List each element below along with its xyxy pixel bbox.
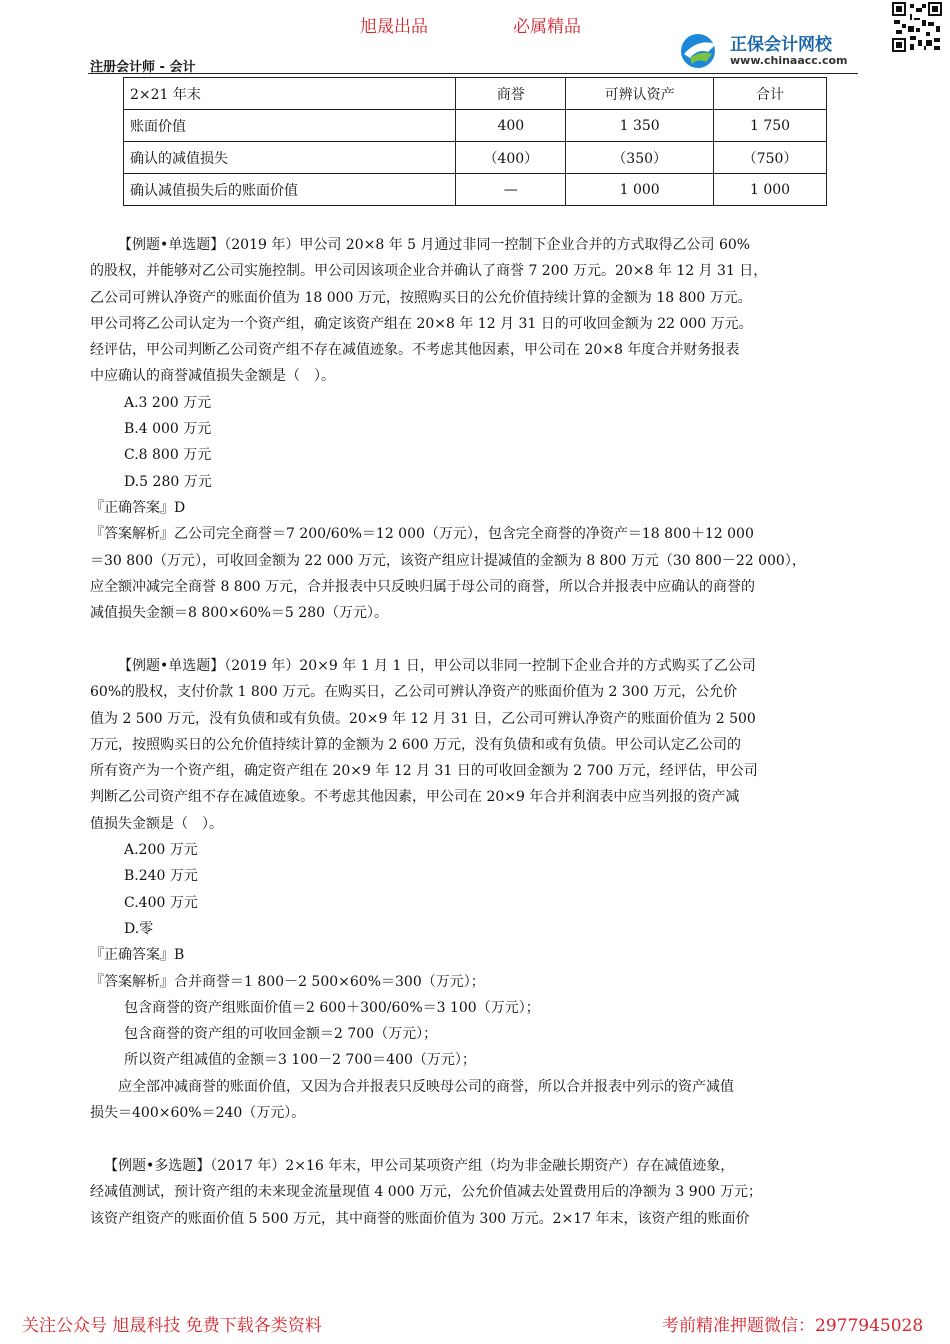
- question-text-line: 【例题•单选题】（2019 年）20×9 年 1 月 1 日，甲公司以非同一控制下企业合并的方式购买了乙公司: [118, 658, 756, 674]
- question-text-line: 的股权，并能够对乙公司实施控制。甲公司因该项企业合并确认了商誉 7 200 万元。20×8 年 12 月 31 日，: [90, 263, 768, 280]
- analysis-line: 应全部冲减商誉的账面价值，又因为合并报表只反映母公司的商誉，所以合并报表中列示的资产减值: [118, 1078, 734, 1095]
- option-d: D.零: [124, 920, 154, 937]
- table-cell: 1 750: [714, 110, 827, 142]
- table-cell: 账面价值: [124, 110, 456, 142]
- question-text-line: 值损失金额是（ ）。: [90, 815, 223, 832]
- table-cell: 1 350: [566, 110, 714, 142]
- table-row: [124, 174, 827, 206]
- question-text-line: 60%的股权，支付价款 1 800 万元。在购买日，乙公司可辨认净资产的账面价值为 2 300 万元，公允价: [90, 684, 738, 701]
- chinaacc-logo: [678, 28, 858, 72]
- table-header-cell: 合计: [714, 78, 827, 110]
- question-text-line: 乙公司可辨认净资产的账面价值为 18 000 万元，按照购买日的公允价值持续计算的金额为 18 800 万元。: [90, 289, 752, 306]
- question-3: [90, 1153, 870, 1232]
- analysis-step: 所以资产组减值的金额＝3 100－2 700＝400（万元）；: [124, 1052, 476, 1069]
- option-a: A.3 200 万元: [124, 394, 212, 411]
- option-b: B.240 万元: [124, 868, 198, 885]
- question-2: [90, 653, 870, 1126]
- table-cell: 1 000: [566, 174, 714, 206]
- table-cell: 400: [456, 110, 566, 142]
- table-row: [124, 142, 827, 174]
- question-text-line: 判断乙公司资产组不存在减值迹象。不考虑其他因素，甲公司在 20×9 年合并利润表中应当列报的资产减: [90, 789, 740, 806]
- promo-text-left: 旭晟出品: [360, 17, 428, 37]
- table-cell: 1 000: [714, 174, 827, 206]
- option-c: C.400 万元: [124, 894, 198, 911]
- analysis-line: 减值损失金额＝8 800×60%＝5 280（万元）。: [90, 605, 389, 622]
- impairment-table: [123, 77, 827, 206]
- option-d: D.5 280 万元: [124, 473, 212, 490]
- qr-code-icon: [892, 2, 942, 52]
- question-text-line: 该资产组资产的账面价值 5 500 万元，其中商誉的账面价值为 300 万元。2×17 年末，该资产组的账面价: [90, 1210, 750, 1227]
- analysis-step: 包含商誉的资产组的可收回金额＝2 700（万元）；: [124, 1026, 438, 1043]
- table-header-cell: 2×21 年末: [124, 78, 456, 110]
- logo-url: www.chinaacc.com: [730, 54, 848, 67]
- option-a: A.200 万元: [124, 842, 198, 859]
- analysis-line: ＝30 800（万元），可收回金额为 22 000 万元，该资产组应计提减值的金额为 8 800 万元（30 800－22 000），: [90, 552, 806, 569]
- table-cell: （400）: [456, 142, 566, 174]
- question-text-line: 经评估，甲公司判断乙公司资产组不存在减值迹象。不考虑其他因素，甲公司在 20×8 年度合并财务报表: [90, 342, 740, 359]
- table-cell: 确认减值损失后的账面价值: [124, 174, 456, 206]
- table-cell: （350）: [566, 142, 714, 174]
- table-cell: 确认的减值损失: [124, 142, 456, 174]
- question-text-line: 中应确认的商誉减值损失金额是（ ）。: [90, 368, 335, 385]
- question-text-line: 万元，按照购买日的公允价值持续计算的金额为 2 600 万元，没有负债和或有负债。甲公司认定乙公司的: [90, 736, 741, 753]
- footer-promo-left: 关注公众号 旭晟科技 免费下载各类资料: [22, 1316, 322, 1336]
- table-cell: （750）: [714, 142, 827, 174]
- question-text-line: 【例题•多选题】（2017 年）2×16 年末，甲公司某项资产组（均为非金融长期资产）存在减值迹象，: [104, 1158, 735, 1174]
- table-row: [124, 110, 827, 142]
- analysis-line: 『答案解析』合并商誉＝1 800－2 500×60%＝300（万元）；: [90, 973, 485, 990]
- question-text-line: 值为 2 500 万元，没有负债和或有负债。20×9 年 12 月 31 日，乙公司可辨认净资产的账面价值为 2 500: [90, 710, 756, 727]
- analysis-step: 包含商誉的资产组账面价值＝2 600＋300/60%＝3 100（万元）；: [124, 999, 540, 1016]
- option-b: B.4 000 万元: [124, 421, 212, 438]
- table-cell: —: [456, 174, 566, 206]
- correct-answer: 『正确答案』D: [90, 499, 186, 516]
- logo-icon: [678, 30, 720, 70]
- correct-answer: 『正确答案』B: [90, 947, 185, 964]
- running-header-subject: 注册会计师 - 会计: [90, 60, 196, 75]
- logo-name: 正保会计网校: [730, 35, 832, 55]
- footer-promo-right: 考前精准押题微信：2977945028: [662, 1316, 924, 1336]
- question-text-line: 所有资产为一个资产组，确定资产组在 20×9 年 12 月 31 日的可收回金额为 2 700 万元，经评估，甲公司: [90, 763, 758, 780]
- question-1: [90, 232, 870, 626]
- table-header-cell: 商誉: [456, 78, 566, 110]
- table-header-row: [124, 78, 827, 110]
- header-rule: [88, 73, 858, 74]
- table-header-cell: 可辨认资产: [566, 78, 714, 110]
- analysis-line: 损失＝400×60%＝240（万元）。: [90, 1105, 306, 1122]
- question-text-line: 甲公司将乙公司认定为一个资产组，确定该资产组在 20×8 年 12 月 31 日的可收回金额为 22 000 万元。: [90, 315, 753, 332]
- question-text-line: 经减值测试，预计资产组的未来现金流量现值 4 000 万元，公允价值减去处置费用后的净额为 3 900 万元；: [90, 1184, 762, 1201]
- question-text-line: 【例题•单选题】（2019 年）甲公司 20×8 年 5 月通过非同一控制下企业合并的方式取得乙公司 60%: [118, 237, 751, 253]
- promo-text-right: 必属精品: [513, 17, 581, 37]
- analysis-line: 应全额冲减完全商誉 8 800 万元，合并报表中只反映归属于母公司的商誉，所以合并报表中应确认的商誉的: [90, 578, 755, 595]
- option-c: C.8 800 万元: [124, 447, 212, 464]
- analysis-line: 『答案解析』乙公司完全商誉＝7 200/60%＝12 000（万元），包含完全商誉的净资产＝18 800＋12 000: [90, 526, 754, 543]
